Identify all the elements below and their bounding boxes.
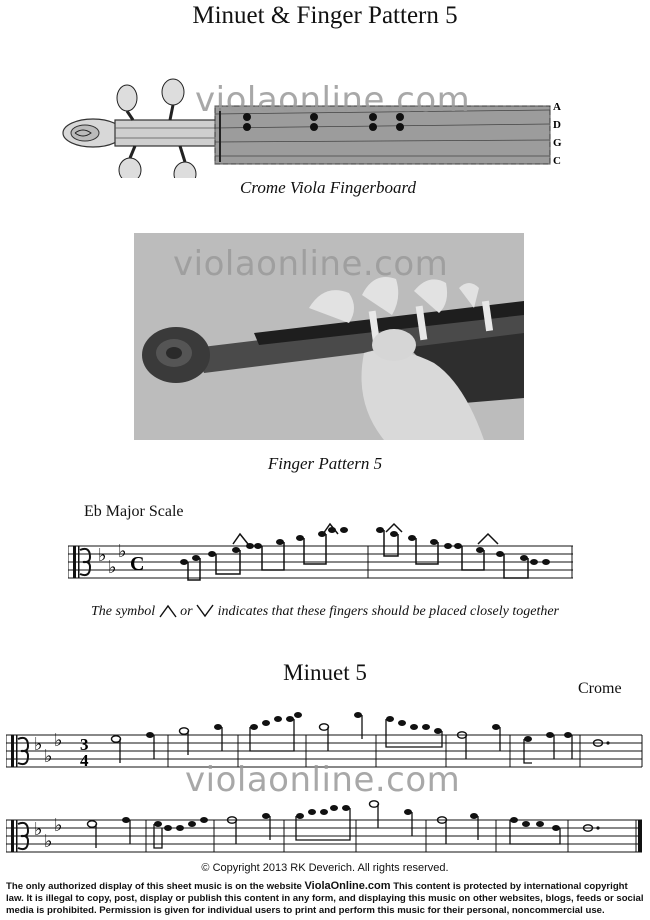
- website-link[interactable]: ViolaOnline.com: [304, 880, 391, 892]
- minuet-notes: [146, 712, 572, 742]
- flat-icon: ♭: [44, 746, 53, 766]
- string-label-a: A: [553, 101, 561, 113]
- beams-and-slurs: [188, 524, 528, 580]
- flat-icon: ♭: [54, 815, 63, 835]
- caret-up-icon: [159, 604, 177, 618]
- fingerboard-caption: Crome Viola Fingerboard: [240, 178, 416, 197]
- page-title: Minuet & Finger Pattern 5: [192, 2, 458, 29]
- watermark: violaonline.com: [185, 760, 461, 800]
- common-time: C: [130, 553, 145, 575]
- watermark: violaonline.com: [195, 80, 471, 120]
- symbol-explanation: The symbol or indicates that these fingers should be placed closely together: [91, 604, 559, 619]
- string-label-g: G: [553, 137, 562, 149]
- time-sig-top: 3: [80, 735, 89, 754]
- flat-icon: ♭: [54, 730, 63, 750]
- string-label-c: C: [553, 155, 561, 167]
- eb-major-scale-staff: [68, 520, 578, 590]
- copyright-notice: © Copyright 2013 RK Deverich. All rights reserved.: [201, 862, 449, 874]
- flat-icon: ♭: [34, 819, 43, 839]
- composer-name: Crome: [578, 680, 622, 697]
- legal-notice: The only authorized display of this sheet music is on the website ViolaOnline.com This content is protected by international copyright law. It is illegal to copy, post, display or publish this content in any form, and displaying this music on other websites, blogs, feeds or social media is prohibited. Permission is given for individual users to print and perform this music for their personal, noncommercial use.: [6, 880, 644, 916]
- minuet-title: Minuet 5: [283, 660, 367, 685]
- string-label-d: D: [553, 119, 561, 131]
- flat-icon: ♭: [34, 734, 43, 754]
- flat-icon: ♭: [98, 545, 107, 565]
- caret-down-icon: [196, 604, 214, 618]
- photo-caption: Finger Pattern 5: [267, 454, 383, 473]
- time-sig-bottom: 4: [80, 751, 89, 770]
- minuet-staff-line-2: [6, 790, 646, 860]
- watermark: violaonline.com: [173, 244, 449, 284]
- scale-label: Eb Major Scale: [84, 503, 184, 520]
- minuet-notes: [122, 805, 560, 831]
- flat-icon: ♭: [44, 831, 53, 851]
- flat-icon: ♭: [118, 541, 127, 561]
- flat-icon: ♭: [108, 557, 117, 577]
